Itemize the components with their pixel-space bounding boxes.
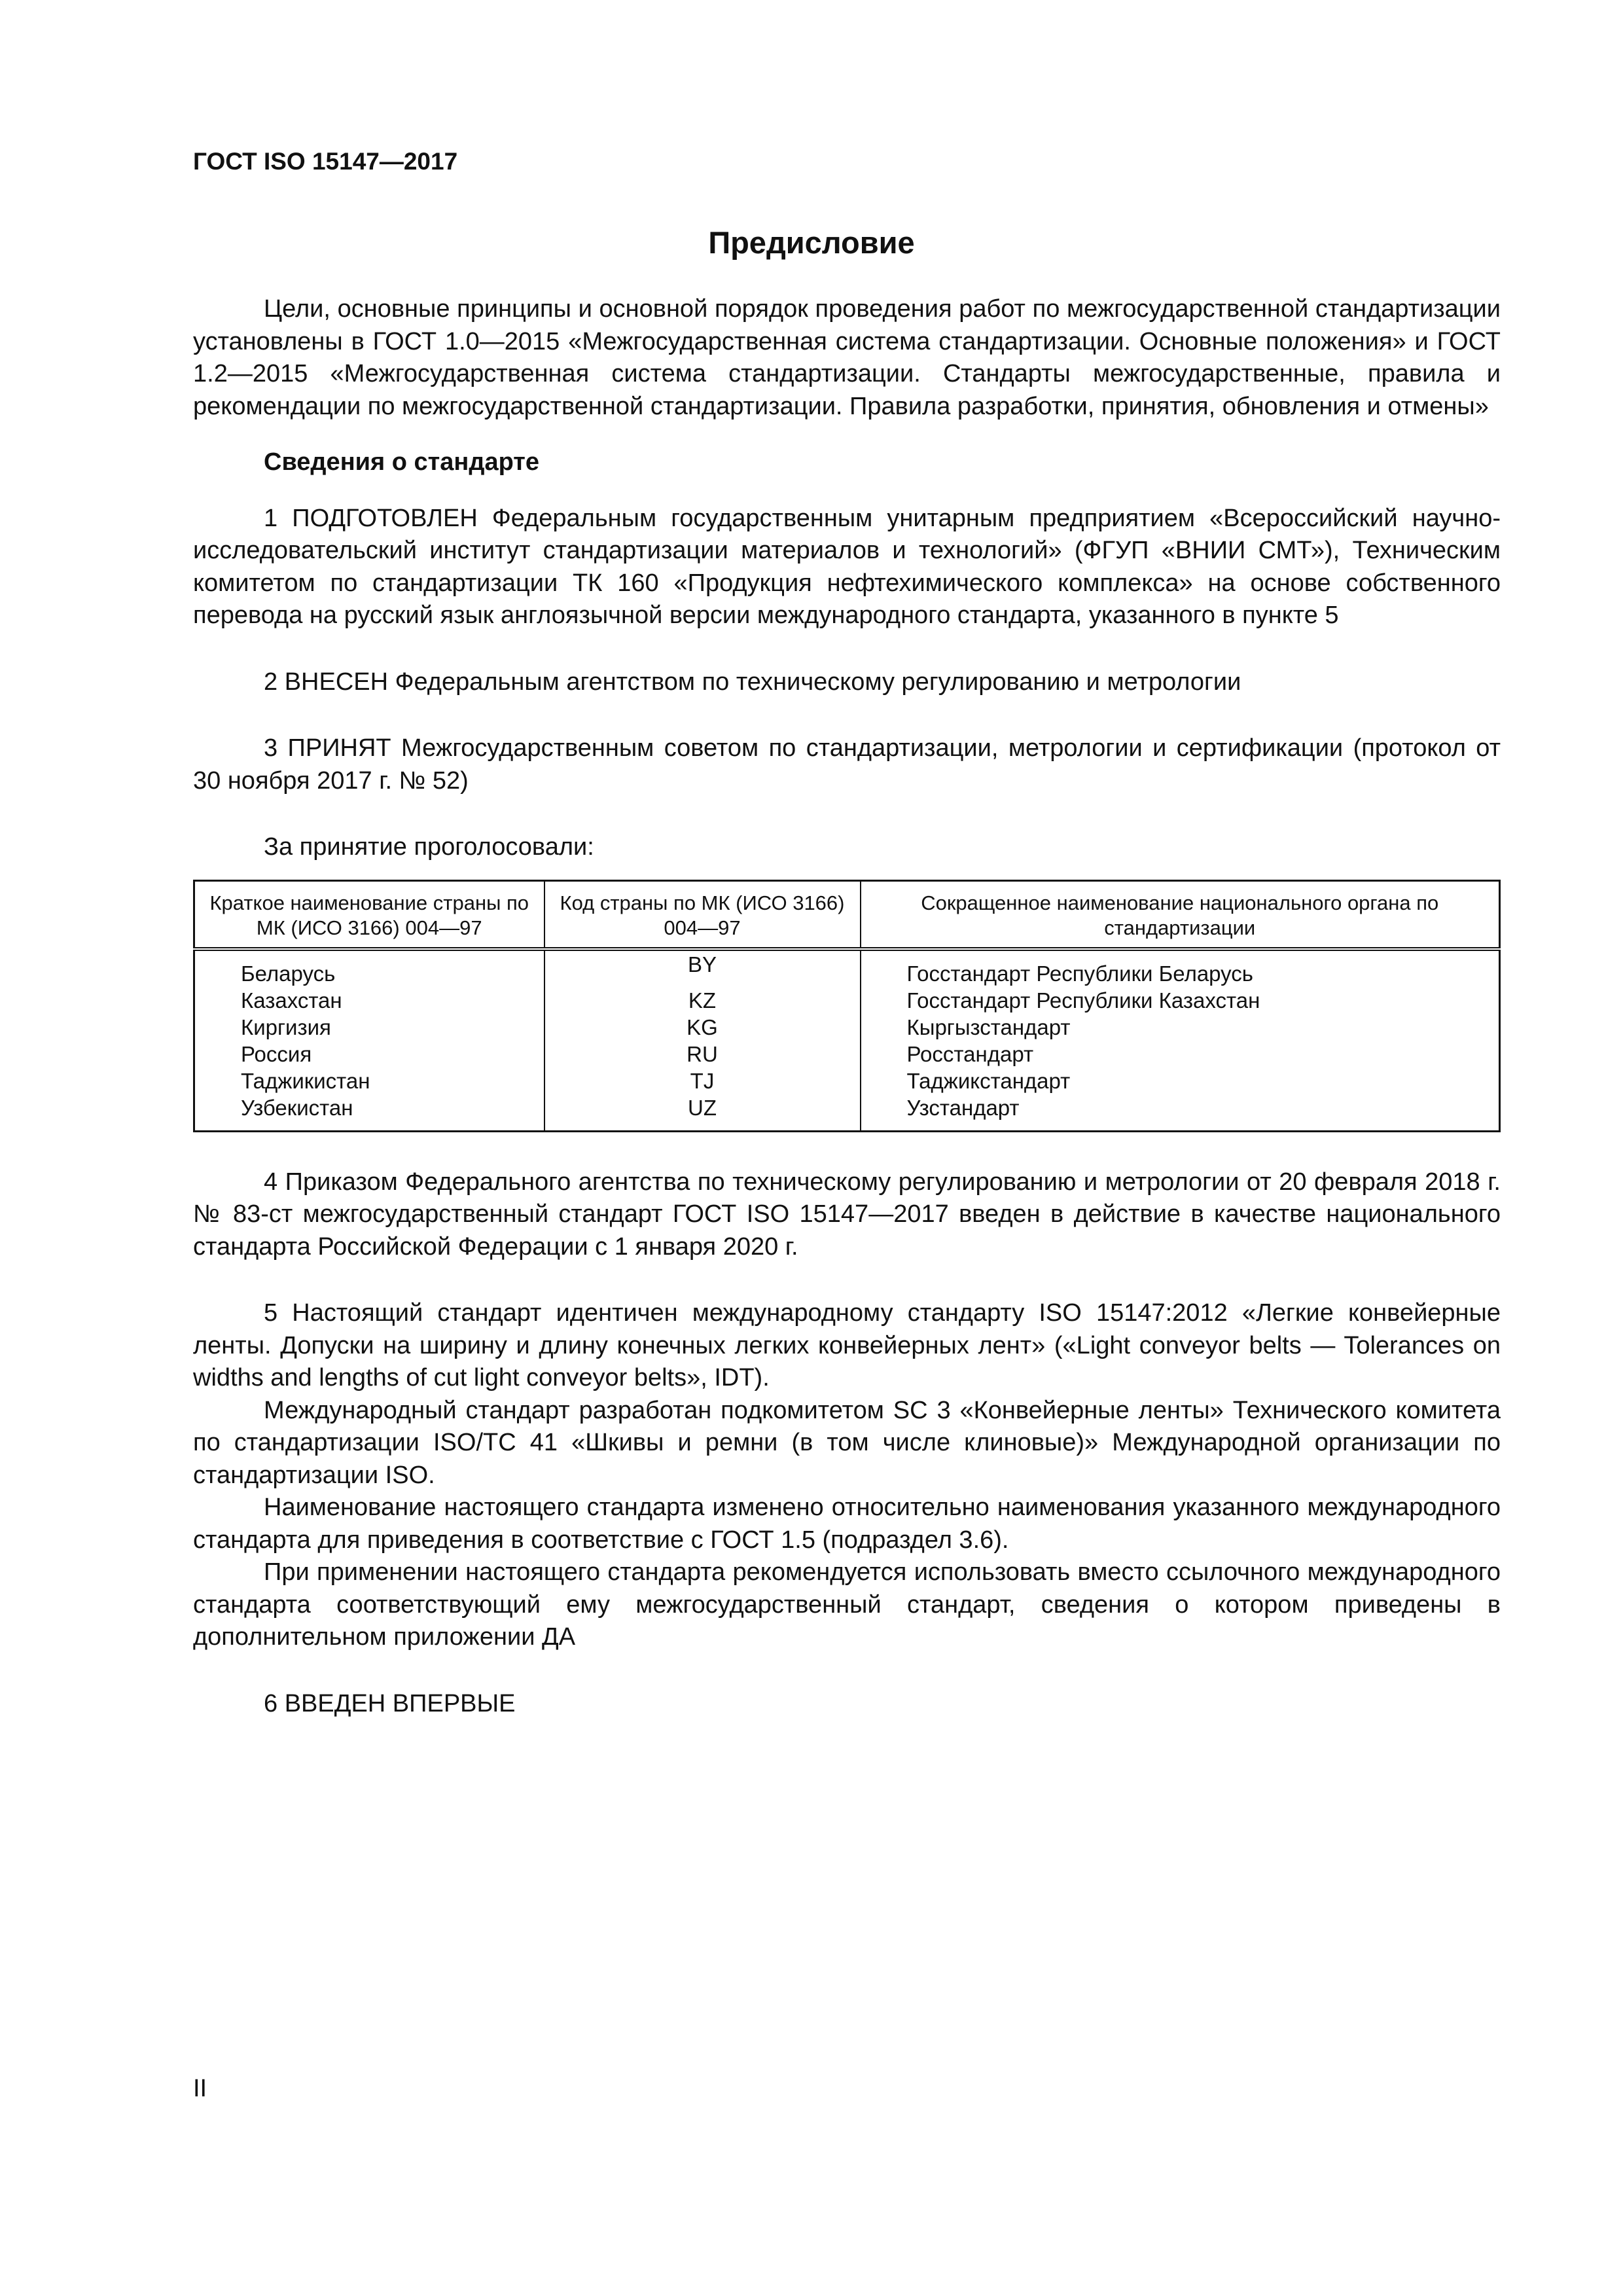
intro-paragraph: Цели, основные принципы и основной порядок проведения работ по межгосударственной стандартизации установлены в ГОСТ 1.0—2015 «Межгосударственная система стандартизации. Основные положения» и ГОСТ 1.2—2015 «Межгосударственная система стандартизации. Стандарты межгосударственные, правила и рекомендации по межгосударственной стандартизации. Правила разработки, принятия, обновления и отмены»: [193, 295, 1501, 420]
table-header-authority: Сокращенное наименование национального органа по стандартизации: [861, 880, 1500, 949]
authority-cell: Узстандарт: [861, 1094, 1500, 1132]
country-cell: Таджикистан: [241, 1068, 370, 1093]
country-cell: Узбекистан: [241, 1095, 353, 1120]
table-header-country: Краткое наименование страны по МК (ИСО 3166) 004—97: [194, 880, 544, 949]
item-2-paragraph: 2 ВНЕСЕН Федеральным агентством по техническому регулированию и метрологии: [264, 668, 1241, 696]
code-cell: RU: [544, 1041, 861, 1067]
item-3-paragraph: 3 ПРИНЯТ Межгосударственным советом по стандартизации, метрологии и сертификации (протокол от 30 ноября 2017 г. № 52): [193, 734, 1501, 795]
country-cell: Киргизия: [241, 1014, 331, 1039]
table-header-row: [194, 880, 1500, 949]
country-cell: Казахстан: [241, 988, 342, 1013]
voting-countries-table: [193, 880, 1501, 1132]
country-cell: Россия: [241, 1041, 312, 1066]
authority-cell: Росстандарт: [861, 1041, 1500, 1067]
authority-cell: Госстандарт Республики Казахстан: [861, 987, 1500, 1014]
code-cell: UZ: [544, 1094, 861, 1132]
country-cell: Беларусь: [241, 961, 336, 986]
authority-cell: Таджикстандарт: [861, 1067, 1500, 1094]
code-cell: KZ: [544, 987, 861, 1014]
authority-cell: Госстандарт Республики Беларусь: [861, 949, 1500, 987]
table-header-code: Код страны по МК (ИСО 3166) 004—97: [544, 880, 861, 949]
item-4-paragraph: 4 Приказом Федерального агентства по техническому регулированию и метрологии от 20 февраля 2018 г. № 83-ст межгосударственный стандарт ГОСТ ISO 15147—2017 введен в действие в качестве национального стандарта Российской Федерации с 1 января 2020 г.: [193, 1168, 1501, 1261]
authority-cell: Кыргызстандарт: [861, 1014, 1500, 1041]
table-row: [194, 1041, 1500, 1067]
vote-intro: За принятие проголосовали:: [264, 833, 594, 861]
item-5-title-change-paragraph: Наименование настоящего стандарта изменено относительно наименования указанного международного стандарта для приведения в соответствие с ГОСТ 1.5 (подраздел 3.6).: [193, 1494, 1501, 1554]
page-title: Предисловие: [708, 225, 915, 260]
item-5-usage-paragraph: При применении настоящего стандарта рекомендуется использовать вместо ссылочного международного стандарта соответствующий ему межгосударственный стандарт, сведения о котором приведены в дополнительном приложении ДА: [193, 1558, 1501, 1651]
item-6-paragraph: 6 ВВЕДЕН ВПЕРВЫЕ: [264, 1689, 516, 1717]
item-1-paragraph: 1 ПОДГОТОВЛЕН Федеральным государственным унитарным предприятием «Всероссийский научно-исследовательский институт стандартизации материалов и технологий» (ФГУП «ВНИИ СМТ»), Техническим комитетом по стандартизации ТК 160 «Продукция нефтехимического комплекса» на основе собственного перевода на русский язык англоязычной версии международного стандарта, указанного в пункте 5: [193, 504, 1501, 629]
page-number: II: [193, 2075, 207, 2102]
document-body: [193, 293, 1501, 1720]
code-cell: BY: [544, 949, 861, 987]
document-id-header: ГОСТ ISO 15147—2017: [193, 148, 458, 175]
table-row: [194, 1067, 1500, 1094]
table-row: [194, 987, 1500, 1014]
table-row: [194, 1094, 1500, 1132]
item-5-paragraph: 5 Настоящий стандарт идентичен международному стандарту ISO 15147:2012 «Легкие конвейерные ленты. Допуски на ширину и длину конечных легких конвейерных лент» («Light conveyor belts — Tolerances on widths and lengths of cut light conveyor belts», IDT).: [193, 1299, 1501, 1391]
code-cell: KG: [544, 1014, 861, 1041]
item-5-development-paragraph: Международный стандарт разработан подкомитетом SC 3 «Конвейерные ленты» Технического комитета по стандартизации ISO/TC 41 «Шкивы и ремни (в том числе клиновые)» Международной организации по стандартизации ISO.: [193, 1396, 1501, 1489]
code-cell: TJ: [544, 1067, 861, 1094]
info-heading: Сведения о стандарте: [264, 448, 540, 476]
table-row: [194, 1014, 1500, 1041]
table-row: [194, 949, 1500, 987]
